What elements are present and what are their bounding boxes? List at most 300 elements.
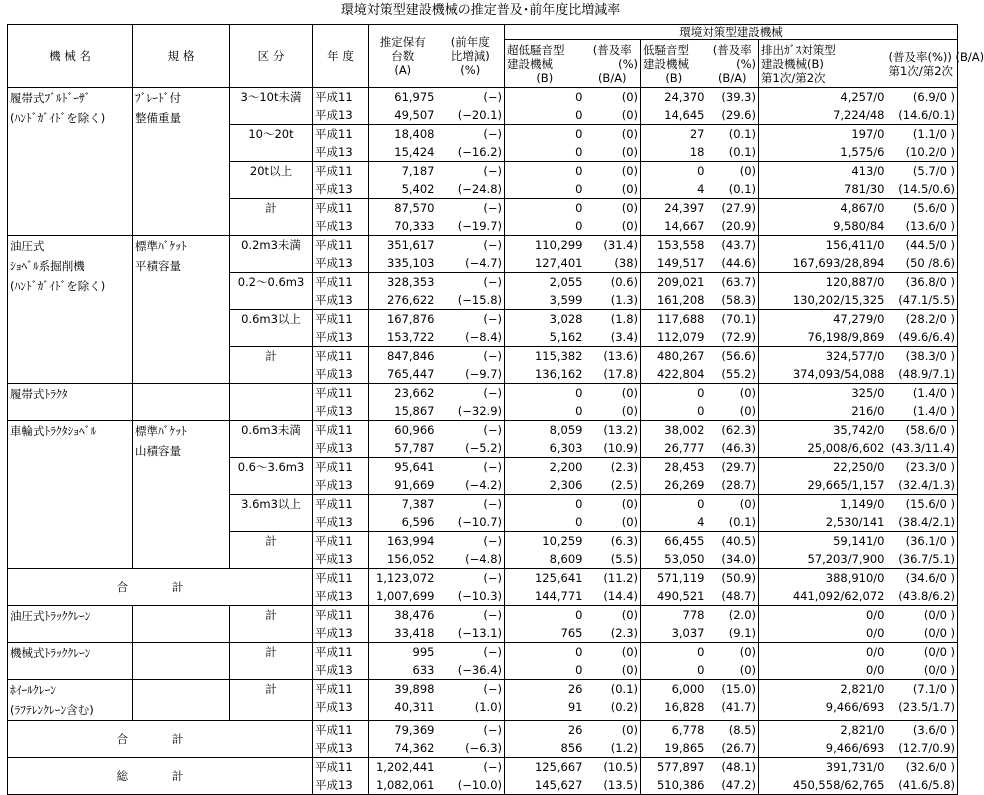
- exhaust-rate-value: (14.6/0.1): [898, 108, 956, 122]
- low-rate-cell: [707, 421, 759, 458]
- ultra-low-noise-cell: [505, 347, 585, 384]
- holdings-value: 87,570: [394, 201, 435, 215]
- exhaust-value: 781/30: [844, 182, 885, 196]
- ultra-low-noise-value: 136,162: [534, 367, 583, 381]
- year-value: 平成13: [315, 145, 353, 159]
- header-exhaust-rate-line3: 第1次/第2次: [888, 63, 954, 78]
- ultra-low-noise-cell: [505, 162, 585, 199]
- exhaust-value: 120,887/0: [825, 275, 885, 289]
- holdings-value: 15,424: [394, 145, 435, 159]
- low-rate-value: (8.5): [728, 723, 756, 737]
- low-noise-value: 24,397: [664, 201, 705, 215]
- prev-change-value: (−): [483, 90, 502, 104]
- prev-change-value: (−): [483, 497, 502, 511]
- year-value: 平成11: [315, 349, 353, 363]
- ultra-rate-cell: [585, 680, 641, 721]
- low-noise-value: 6,000: [671, 682, 705, 696]
- low-noise-value: 490,521: [656, 589, 705, 603]
- exhaust-value: 0/0: [865, 645, 885, 659]
- ultra-rate-value: (10.9): [603, 441, 638, 455]
- exhaust-rate-value: (3.6/0 ): [912, 723, 956, 737]
- category-cell: 計: [230, 606, 313, 643]
- low-noise-value: 571,119: [656, 571, 705, 585]
- exhaust-value: 2,530/141: [825, 515, 885, 529]
- exhaust-value: 374,093/54,088: [792, 367, 885, 381]
- year-value: 平成13: [315, 441, 353, 455]
- exhaust-rate-value: (1.1/0 ): [912, 127, 956, 141]
- prev-change-value: (−4.7): [465, 256, 502, 270]
- prev-change-cell: [437, 680, 505, 721]
- spec-line: 標準ﾊﾞｹｯﾄ: [135, 424, 187, 438]
- exhaust-rate-cell: [887, 458, 958, 495]
- table-row: [8, 680, 958, 721]
- header-prev-change-line3: (%): [460, 63, 481, 77]
- year-cell: [313, 680, 369, 721]
- holdings-value: 995: [412, 645, 435, 659]
- prev-change-value: (−): [483, 460, 502, 474]
- low-rate-value: (62.3): [721, 423, 756, 437]
- low-noise-value: 510,386: [656, 778, 705, 792]
- ultra-rate-value: (1.2): [610, 741, 638, 755]
- prev-change-value: (−10.3): [457, 589, 502, 603]
- prev-change-value: (−15.8): [457, 293, 502, 307]
- category-cell: 計: [230, 532, 313, 569]
- ultra-rate-value: (0.6): [610, 275, 638, 289]
- year-value: 平成13: [315, 108, 353, 122]
- low-rate-cell: [707, 643, 759, 680]
- ultra-low-noise-value: 91: [567, 700, 583, 714]
- exhaust-rate-value: (0/0 ): [923, 626, 956, 640]
- low-noise-value: 480,267: [656, 349, 705, 363]
- exhaust-rate-value: (48.9/7.1): [898, 367, 956, 381]
- exhaust-cell: [759, 347, 887, 384]
- exhaust-rate-value: (28.2/0 ): [905, 312, 956, 326]
- ultra-low-noise-value: 145,627: [534, 778, 583, 792]
- low-noise-value: 4: [697, 182, 705, 196]
- low-noise-value: 577,897: [656, 760, 705, 774]
- low-rate-cell: [707, 384, 759, 421]
- low-noise-cell: [641, 458, 707, 495]
- ultra-low-noise-cell: [505, 643, 585, 680]
- holdings-cell: [369, 680, 437, 721]
- prev-change-value: (−): [483, 238, 502, 252]
- holdings-value: 7,187: [401, 164, 435, 178]
- header-holdings-line1: 推定保有: [379, 35, 426, 49]
- exhaust-value: 0/0: [865, 626, 885, 640]
- ultra-low-noise-value: 0: [575, 127, 583, 141]
- holdings-value: 33,418: [394, 626, 435, 640]
- table-row: [8, 606, 958, 643]
- low-rate-value: (0): [739, 164, 756, 178]
- header-low-rate-line1: (普及率: [712, 42, 752, 57]
- holdings-value: 91,669: [394, 478, 435, 492]
- ultra-rate-value: (0): [621, 645, 638, 659]
- ultra-rate-cell: [585, 236, 641, 273]
- prev-change-value: (−24.8): [457, 182, 502, 196]
- low-noise-cell: [641, 125, 707, 162]
- prev-change-value: (−4.2): [465, 478, 502, 492]
- header-year: 年 度: [313, 25, 369, 88]
- ultra-low-noise-value: 110,299: [534, 238, 583, 252]
- holdings-value: 39,898: [394, 682, 435, 696]
- prev-change-cell: [437, 310, 505, 347]
- category-cell: 0.6m3未満: [230, 421, 313, 458]
- year-value: 平成11: [315, 238, 353, 252]
- prev-change-value: (1.0): [474, 700, 502, 714]
- low-noise-value: 28,453: [664, 460, 705, 474]
- exhaust-cell: [759, 88, 887, 125]
- exhaust-rate-value: (41.6/5.8): [898, 778, 956, 792]
- year-cell: [313, 384, 369, 421]
- exhaust-rate-value: (36.7/5.1): [898, 552, 956, 566]
- year-value: 平成11: [315, 497, 353, 511]
- holdings-value: 61,975: [394, 90, 435, 104]
- exhaust-value: 4,257/0: [840, 90, 885, 104]
- low-noise-value: 0: [697, 386, 705, 400]
- year-value: 平成11: [315, 127, 353, 141]
- ultra-rate-value: (38): [614, 256, 638, 270]
- low-noise-value: 0: [697, 645, 705, 659]
- exhaust-rate-value: (44.5/0 ): [905, 238, 956, 252]
- low-rate-cell: [707, 458, 759, 495]
- table-row: [8, 384, 958, 421]
- machine-name-line: (ﾗﾌﾃﾚﾝｸﾚｰﾝ含む): [10, 703, 94, 717]
- ultra-rate-value: (13.5): [603, 778, 638, 792]
- exhaust-rate-value: (14.5/0.6): [898, 182, 956, 196]
- exhaust-cell: [759, 421, 887, 458]
- low-noise-value: 14,667: [664, 219, 705, 233]
- ultra-rate-value: (5.5): [610, 552, 638, 566]
- prev-change-cell: [437, 532, 505, 569]
- low-rate-cell: [707, 721, 759, 758]
- prev-change-value: (−): [483, 386, 502, 400]
- low-noise-cell: [641, 347, 707, 384]
- header-ultra-line2: 建設機械: [507, 56, 553, 71]
- spec-cell: [133, 680, 230, 721]
- ultra-rate-value: (11.2): [603, 571, 638, 585]
- prev-change-value: (−10.7): [457, 515, 502, 529]
- prev-change-cell: [437, 606, 505, 643]
- year-value: 平成11: [315, 90, 353, 104]
- low-noise-value: 0: [697, 663, 705, 677]
- year-cell: [313, 721, 369, 758]
- ultra-rate-value: (0.2): [610, 700, 638, 714]
- year-value: 平成11: [315, 201, 353, 215]
- year-value: 平成11: [315, 723, 353, 737]
- holdings-value: 15,867: [394, 404, 435, 418]
- machine-name-cell: [8, 421, 133, 569]
- exhaust-value: 1,149/0: [840, 497, 885, 511]
- holdings-value: 5,402: [401, 182, 435, 196]
- ultra-rate-value: (0): [621, 404, 638, 418]
- ultra-rate-cell: [585, 162, 641, 199]
- exhaust-rate-value: (1.4/0 ): [912, 404, 956, 418]
- year-value: 平成11: [315, 275, 353, 289]
- exhaust-rate-value: (12.7/0.9): [898, 741, 956, 755]
- low-rate-value: (48.7): [721, 589, 756, 603]
- ultra-low-noise-cell: [505, 384, 585, 421]
- year-value: 平成13: [315, 219, 353, 233]
- ultra-low-noise-cell: [505, 273, 585, 310]
- low-rate-cell: [707, 125, 759, 162]
- holdings-cell: [369, 643, 437, 680]
- low-noise-value: 149,517: [656, 256, 705, 270]
- exhaust-value: 1,575/6: [840, 145, 885, 159]
- ultra-low-noise-value: 8,609: [549, 552, 583, 566]
- low-rate-value: (28.7): [721, 478, 756, 492]
- low-noise-cell: [641, 236, 707, 273]
- ultra-low-noise-value: 3,599: [549, 293, 583, 307]
- category-cell: 0.2～0.6m3: [230, 273, 313, 310]
- ultra-low-noise-value: 8,059: [549, 423, 583, 437]
- category-cell: 3.6m3以上: [230, 495, 313, 532]
- exhaust-value: 197/0: [851, 127, 885, 141]
- holdings-cell: [369, 384, 437, 421]
- holdings-cell: [369, 721, 437, 758]
- low-rate-value: (41.7): [721, 700, 756, 714]
- exhaust-rate-value: (58.6/0 ): [905, 423, 956, 437]
- exhaust-rate-cell: [887, 495, 958, 532]
- prev-change-value: (−19.7): [457, 219, 502, 233]
- low-noise-value: 53,050: [664, 552, 705, 566]
- exhaust-rate-cell: [887, 680, 958, 721]
- exhaust-rate-cell: [887, 721, 958, 758]
- exhaust-value: 325/0: [851, 386, 885, 400]
- ultra-low-noise-cell: [505, 758, 585, 795]
- exhaust-value: 167,693/28,894: [792, 256, 885, 270]
- ultra-rate-value: (6.3): [610, 534, 638, 548]
- prev-change-cell: [437, 199, 505, 236]
- prev-change-cell: [437, 384, 505, 421]
- exhaust-value: 441,092/62,072: [792, 589, 885, 603]
- total-label: 総 計: [8, 758, 313, 795]
- low-noise-value: 18: [689, 145, 705, 159]
- header-low-rate-line3: (B/A): [717, 70, 747, 85]
- total-label: 合 計: [8, 721, 313, 758]
- category-cell: 計: [230, 680, 313, 721]
- prev-change-value: (−4.8): [465, 552, 502, 566]
- header-machine-name: 機 械 名: [8, 25, 133, 88]
- ultra-low-noise-value: 0: [575, 386, 583, 400]
- year-value: 平成11: [315, 534, 353, 548]
- exhaust-value: 35,742/0: [833, 423, 885, 437]
- low-rate-value: (0): [739, 386, 756, 400]
- prev-change-value: (−32.9): [457, 404, 502, 418]
- machine-name-line: (ﾊﾝﾄﾞｶﾞｲﾄﾞを除く): [10, 111, 106, 125]
- low-rate-cell: [707, 532, 759, 569]
- ultra-rate-cell: [585, 421, 641, 458]
- ultra-rate-cell: [585, 125, 641, 162]
- prev-change-value: (−): [483, 127, 502, 141]
- low-rate-value: (58.3): [721, 293, 756, 307]
- year-value: 平成13: [315, 778, 353, 792]
- holdings-cell: [369, 532, 437, 569]
- header-ultra-line1: 超低騒音型: [507, 42, 565, 57]
- year-value: 平成13: [315, 256, 353, 270]
- prev-change-value: (−36.4): [457, 663, 502, 677]
- category-cell: 10～20t: [230, 125, 313, 162]
- holdings-value: 23,662: [394, 386, 435, 400]
- prev-change-value: (−8.4): [465, 330, 502, 344]
- prev-change-value: (−10.0): [457, 778, 502, 792]
- ultra-rate-cell: [585, 721, 641, 758]
- low-rate-cell: [707, 495, 759, 532]
- holdings-cell: [369, 199, 437, 236]
- prev-change-value: (−): [483, 312, 502, 326]
- prev-change-value: (−): [483, 645, 502, 659]
- exhaust-rate-value: (47.1/5.5): [898, 293, 956, 307]
- low-noise-value: 117,688: [656, 312, 705, 326]
- year-cell: [313, 125, 369, 162]
- header-spec: 規 格: [133, 25, 230, 88]
- ultra-rate-value: (0): [621, 497, 638, 511]
- ultra-low-noise-value: 10,259: [542, 534, 583, 548]
- spec-cell: [133, 421, 230, 569]
- exhaust-value: 0/0: [865, 663, 885, 677]
- prev-change-value: (−): [483, 608, 502, 622]
- machine-name-line: 履帯式ﾄﾗｸﾀ: [10, 387, 68, 401]
- machine-name-cell: [8, 88, 133, 236]
- ultra-low-noise-cell: [505, 236, 585, 273]
- low-noise-cell: [641, 162, 707, 199]
- low-rate-value: (56.6): [721, 349, 756, 363]
- prev-change-value: (−): [483, 571, 502, 585]
- low-noise-cell: [641, 532, 707, 569]
- ultra-rate-value: (2.5): [610, 478, 638, 492]
- exhaust-cell: [759, 125, 887, 162]
- ultra-low-noise-value: 125,641: [534, 571, 583, 585]
- ultra-low-noise-value: 2,306: [549, 478, 583, 492]
- ultra-low-noise-value: 0: [575, 201, 583, 215]
- header-prev-change-line1: (前年度: [450, 35, 490, 49]
- exhaust-value: 450,558/62,765: [792, 778, 885, 792]
- ultra-rate-value: (10.5): [603, 760, 638, 774]
- exhaust-cell: [759, 532, 887, 569]
- year-cell: [313, 88, 369, 125]
- prev-change-cell: [437, 88, 505, 125]
- header-low-line3: (B): [665, 70, 683, 85]
- holdings-cell: [369, 162, 437, 199]
- exhaust-cell: [759, 199, 887, 236]
- ultra-rate-value: (2.3): [610, 626, 638, 640]
- exhaust-value: 324,577/0: [825, 349, 885, 363]
- low-noise-value: 0: [697, 404, 705, 418]
- exhaust-rate-value: (34.6/0 ): [905, 571, 956, 585]
- year-value: 平成13: [315, 589, 353, 603]
- exhaust-rate-value: (1.4/0 ): [912, 386, 956, 400]
- low-noise-cell: [641, 569, 707, 606]
- machine-name-cell: [8, 643, 133, 680]
- year-value: 平成13: [315, 626, 353, 640]
- prev-change-cell: [437, 569, 505, 606]
- low-noise-cell: [641, 273, 707, 310]
- ultra-low-noise-cell: [505, 532, 585, 569]
- low-noise-cell: [641, 606, 707, 643]
- year-value: 平成11: [315, 608, 353, 622]
- ultra-rate-value: (2.3): [610, 460, 638, 474]
- exhaust-rate-value: (49.6/6.4): [898, 330, 956, 344]
- low-rate-value: (72.9): [721, 330, 756, 344]
- ultra-low-noise-cell: [505, 721, 585, 758]
- low-rate-value: (9.1): [728, 626, 756, 640]
- prev-change-cell: [437, 273, 505, 310]
- spec-cell: [133, 384, 230, 421]
- prev-change-cell: [437, 643, 505, 680]
- prev-change-cell: [437, 162, 505, 199]
- holdings-value: 60,966: [394, 423, 435, 437]
- header-prev-change-line2: 比増減): [450, 49, 490, 63]
- ultra-rate-cell: [585, 758, 641, 795]
- total-label: 合 計: [8, 569, 313, 606]
- ultra-low-noise-value: 0: [575, 497, 583, 511]
- exhaust-value: 413/0: [851, 164, 885, 178]
- header-low-line1: 低騒音型: [643, 42, 689, 57]
- exhaust-value: 57,203/7,900: [807, 552, 885, 566]
- ultra-low-noise-cell: [505, 88, 585, 125]
- ultra-rate-value: (0): [621, 608, 638, 622]
- prev-change-value: (−5.2): [465, 441, 502, 455]
- exhaust-rate-value: (38.4/2.1): [898, 515, 956, 529]
- holdings-value: 167,876: [386, 312, 435, 326]
- prev-change-value: (−13.1): [457, 626, 502, 640]
- ultra-rate-cell: [585, 384, 641, 421]
- header-category: 区 分: [230, 25, 313, 88]
- year-value: 平成13: [315, 700, 353, 714]
- holdings-value: 95,641: [394, 460, 435, 474]
- exhaust-rate-cell: [887, 88, 958, 125]
- ultra-rate-value: (0): [621, 127, 638, 141]
- low-noise-value: 112,079: [656, 330, 705, 344]
- exhaust-rate-cell: [887, 310, 958, 347]
- ultra-rate-value: (0): [621, 663, 638, 677]
- low-noise-value: 38,002: [664, 423, 705, 437]
- header-ultra-rate-line3: (B/A): [597, 70, 627, 85]
- prev-change-cell: [437, 125, 505, 162]
- low-noise-value: 209,021: [656, 275, 705, 289]
- spec-cell: [133, 643, 230, 680]
- low-noise-value: 0: [697, 497, 705, 511]
- low-noise-cell: [641, 495, 707, 532]
- ultra-rate-cell: [585, 495, 641, 532]
- ultra-rate-cell: [585, 458, 641, 495]
- exhaust-value: 388,910/0: [825, 571, 885, 585]
- low-rate-cell: [707, 199, 759, 236]
- exhaust-rate-value: (43.3/11.4): [890, 441, 956, 455]
- exhaust-rate-value: (0/0 ): [923, 645, 956, 659]
- header-ultra-rate-line1: (普及率: [592, 42, 632, 57]
- exhaust-rate-cell: [887, 347, 958, 384]
- prev-change-cell: [437, 495, 505, 532]
- ultra-rate-value: (0): [621, 386, 638, 400]
- low-rate-value: (20.9): [721, 219, 756, 233]
- prev-change-value: (−6.3): [465, 741, 502, 755]
- holdings-cell: [369, 569, 437, 606]
- prev-change-value: (−): [483, 423, 502, 437]
- exhaust-rate-cell: [887, 273, 958, 310]
- holdings-value: 335,103: [386, 256, 435, 270]
- header-exhaust-rate: [887, 40, 984, 88]
- ultra-low-noise-value: 0: [575, 90, 583, 104]
- header-ultra-low-noise: [505, 40, 585, 88]
- exhaust-value: 156,411/0: [825, 238, 885, 252]
- ultra-low-noise-cell: [505, 199, 585, 236]
- holdings-cell: [369, 88, 437, 125]
- exhaust-cell: [759, 721, 887, 758]
- ultra-low-noise-value: 5,162: [549, 330, 583, 344]
- holdings-cell: [369, 310, 437, 347]
- low-rate-value: (48.1): [721, 760, 756, 774]
- low-rate-value: (27.9): [721, 201, 756, 215]
